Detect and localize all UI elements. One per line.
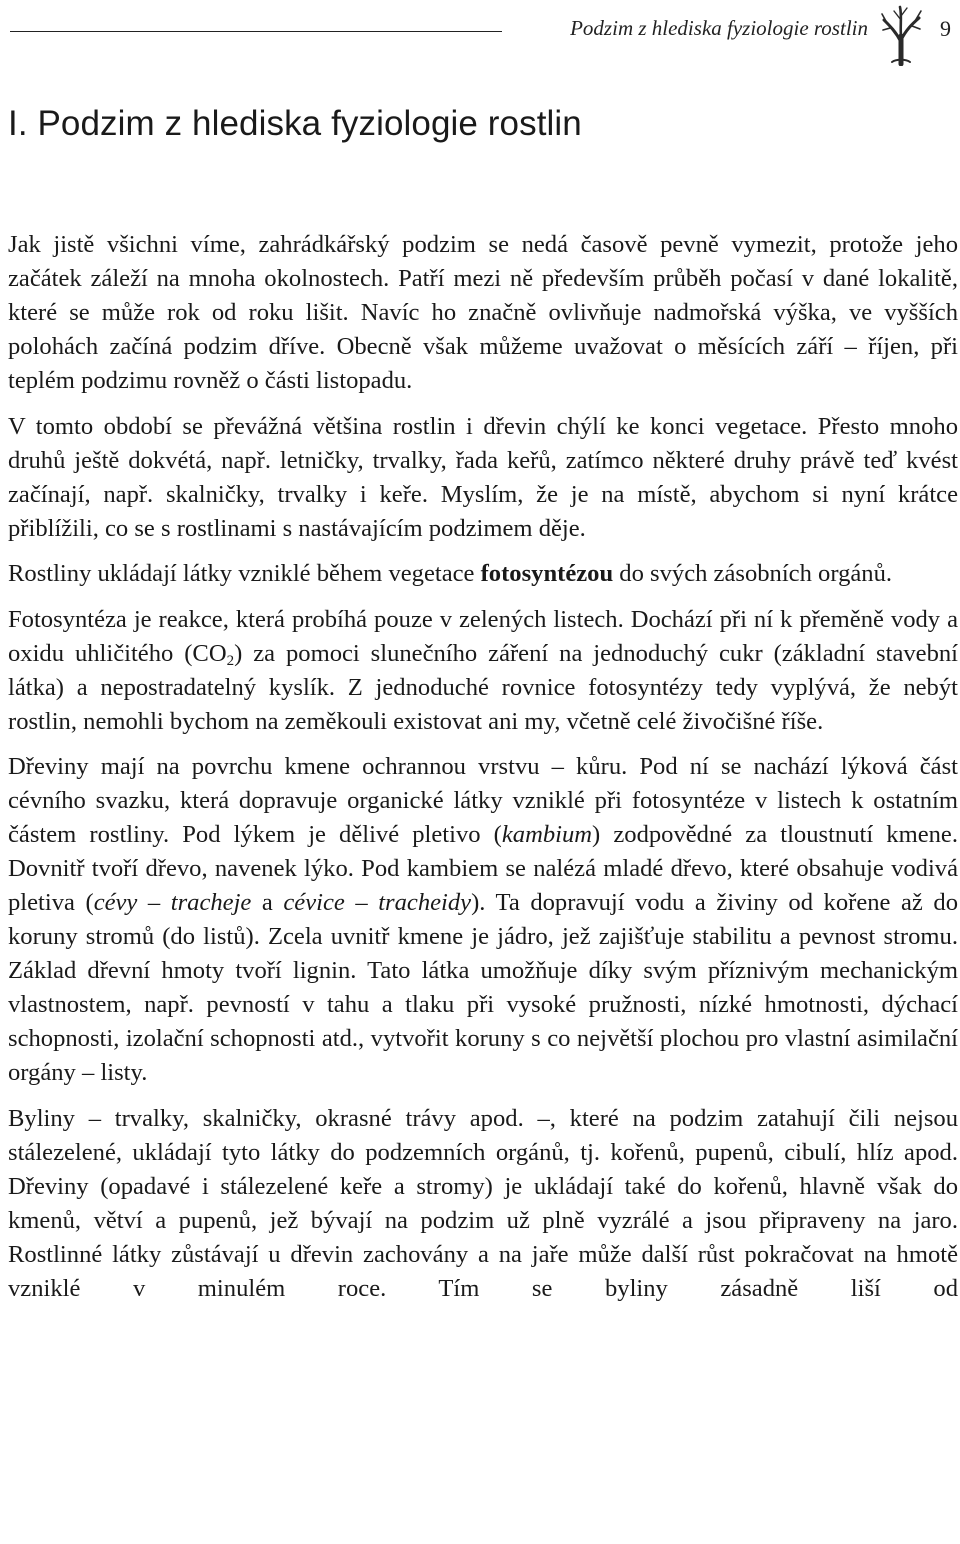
body-text (8, 228, 958, 1317)
page-number: 9 (940, 16, 951, 41)
storage-text-end: do svých zásobních orgánů. (613, 560, 893, 587)
paragraph-storage (8, 557, 958, 591)
paragraph-vegetation-end: V tomto období se převážná většina rostlin i dřevin chýlí ke konci vegetace. Přesto mnoho druhů ještě dokvétá, např. letničky, trvalky, řada keřů, zatímco některé druhy právě teď kvést začínají, např. skalničky, trvalky i keře. Myslím, že je na místě, abychom si nyní krátce přiblížili, co se s rostlinami s nastávajícím podzimem děje. (8, 412, 958, 542)
woody-text-4: ). Ta dopravují vodu a živiny od kořene až do koruny stromů (do listů). Zcela uvnitř kmene je jádro, jež zajišťuje stabilitu a pevnost stromu. Základ dřevní hmoty tvoří lignin. Tato látka umožňuje díky svým příznivým mechanickým vlastnostem, např. pevností v tahu a tlaku při vysoké pružnosti, nízké hmotnosti, dýchací schopnosti, izolační schopnosti atd., vytvořit koruny s co největší plochou pro vlastní asimilační orgány – listy. (8, 889, 958, 1086)
storage-bold-term: fotosyntézou (480, 560, 614, 587)
co2-subscript: 2 (226, 652, 235, 669)
woody-italic-tracheje: cévy – tracheje (93, 889, 252, 916)
header-rule (10, 31, 502, 32)
running-header (0, 0, 960, 70)
woody-italic-tracheidy: cévice – tracheidy (283, 889, 472, 916)
woody-text-3: a (251, 889, 284, 916)
woody-text-1: Dřeviny mají na povrchu kmene ochrannou vrstvu – kůru. Pod ní se nachází lýková část cévního svazku, která dopravuje organické látky vzniklé při fotosyntéze v listech k ostatním částem rostliny. Pod lýkem je dělivé pletivo ( (8, 753, 958, 848)
storage-text-start: Rostliny ukládají látky vzniklé během vegetace (8, 560, 481, 587)
chapter-title: I. Podzim z hlediska fyziologie rostlin (8, 104, 582, 143)
paragraph-woody-plants (8, 750, 958, 1090)
woody-italic-kambium: kambium (501, 821, 593, 848)
woody-text-2: ) zodpovědné za tloustnutí kmene. Dovnitř tvoří dřevo, navenek lýko. Pod kambiem se nalézá mladé dřevo, které obsahuje vodivá pletiva ( (8, 821, 958, 916)
photosynthesis-text-end: ) za pomoci slunečního záření na jednoduchý cukr (základní stavební látka) a nepostradatelný kyslík. Z jednoduché rovnice fotosyntézy tedy vyplývá, že nebýt rostlin, nemohli bychom na zeměkouli existovat ani my, včetně celé živočišné říše. (8, 639, 958, 735)
running-title: Podzim z hlediska fyziologie rostlin (570, 16, 868, 40)
paragraph-herbaceous: Byliny – trvalky, skalničky, okrasné trávy apod. –, které na podzim zatahují čili nejsou stálezelené, ukládají tyto látky do podzemních orgánů, tj. kořenů, pupenů, cibulí, hlíz apod. Dřeviny (opadavé i stálezelené keře a stromy) je ukládají také do kořenů, hlavně však do kmenů, větví a pupenů, jež bývají na podzim už plně vyzrálé a jsou připraveny na jaro. Rostlinné látky zůstávají u dřevin zachovány a na jaře může další růst pokračovat na hmotě vzniklé v minulém roce. Tím se byliny zásadně liší od (8, 1104, 958, 1302)
tree-icon (876, 2, 926, 66)
photosynthesis-text-start: Fotosyntéza je reakce, která probíhá pouze v zelených listech. Dochází při ní k přeměně vody a oxidu uhličitého (CO (8, 605, 958, 667)
paragraph-photosynthesis (8, 603, 958, 739)
paragraph-autumn-timing: Jak jistě všichni víme, zahrádkářský podzim se nedá časově pevně vymezit, protože jeho začátek záleží na mnoha okolnostech. Patří mezi ně především průběh počasí v dané lokalitě, které se může rok od roku lišit. Navíc ho značně ovlivňuje nadmořská výška, ve vyšších polohách začíná podzim dříve. Obecně však můžeme uvažovat o měsících září – říjen, při teplém podzimu rovněž o části listopadu. (8, 231, 958, 394)
